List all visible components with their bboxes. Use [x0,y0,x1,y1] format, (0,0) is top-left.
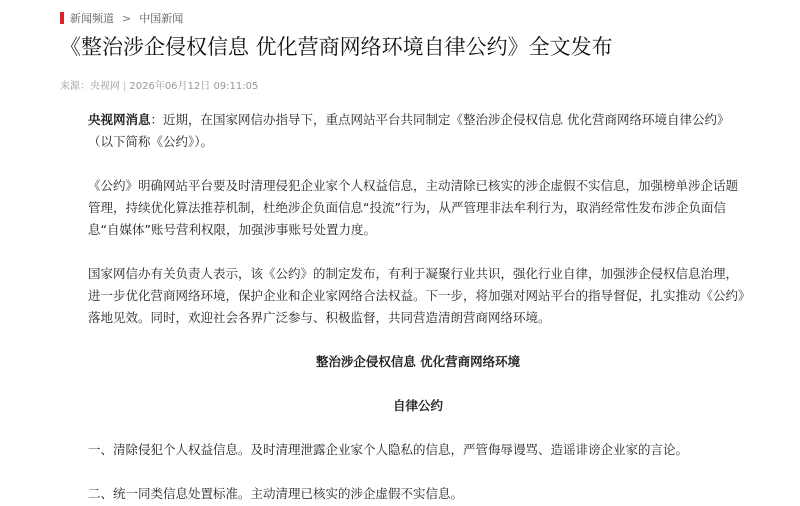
convention-title-line-1: 整治涉企侵权信息 优化营商网络环境 [315,354,521,369]
article-paragraph-1 [88,109,748,153]
breadcrumb-section-link[interactable]: 新闻频道 [70,12,114,25]
article-datetime: 2026年06月12日 09:11:05 [129,81,259,92]
breadcrumb-separator: > [122,11,132,25]
red-bar-icon [60,12,64,24]
article-paragraph-2: 《公约》明确网站平台要及时清理侵犯企业家个人权益信息，主动清除已核实的涉企虚假不实信息，加强榜单涉企话题管理，持续优化算法推荐机制，杜绝涉企负面信息“投流”行为，从严管理非法牟利行为，取消经常性发布涉企负面信息“自媒体”账号营利权限，加强涉事账号处置力度。 [88,178,739,237]
paragraph-lead: 央视网消息 [88,112,151,127]
article-paragraph-3: 国家网信办有关负责人表示，该《公约》的制定发布，有利于凝聚行业共识，强化行业自律，加强涉企侵权信息治理，进一步优化营商网络环境，保护企业和企业家网络合法权益。下一步，将加强对网站平台的指导督促，扎实推动《公约》落地见效。同时，欢迎社会各界广泛参与、积极监督，共同营造清朗营商网络环境。 [88,266,745,325]
article-body [88,109,748,505]
paragraph-gap [88,417,748,439]
article-meta [60,77,258,92]
meta-divider: | [123,81,127,92]
article-source: 来源：央视网 [60,81,120,92]
paragraph-gap [88,373,748,395]
article-title: 《整治涉企侵权信息 优化营商网络环境自律公约》全文发布 [60,35,613,59]
breadcrumb [60,10,183,26]
paragraph-gap [88,153,748,175]
paragraph-gap [88,461,748,483]
paragraph-gap [88,241,748,263]
convention-item-2: 二、统一同类信息处置标准。主动清理已核实的涉企虚假不实信息。 [88,486,464,501]
convention-item-1: 一、清除侵犯个人权益信息。及时清理泄露企业家个人隐私的信息，严管侮辱谩骂、造谣诽谤企业家的言论。 [88,442,689,457]
convention-title-line-2: 自律公约 [392,398,443,413]
paragraph-gap [88,329,748,351]
breadcrumb-current-link[interactable]: 中国新闻 [139,12,184,25]
paragraph-text: ：近期，在国家网信办指导下，重点网站平台共同制定《整治涉企侵权信息 优化营商网络环境自律公约》（以下简称《公约》）。 [88,112,730,149]
